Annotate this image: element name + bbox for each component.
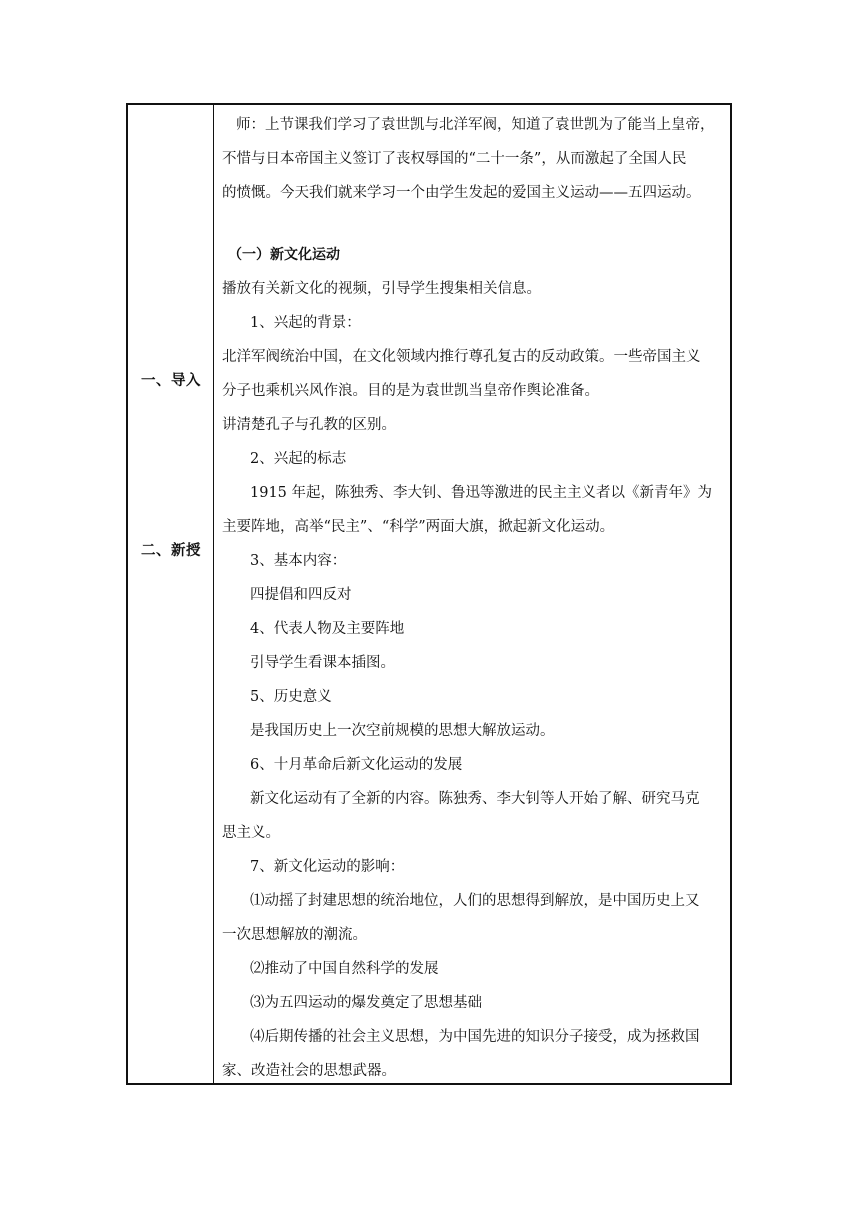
section-heading: （一）新文化运动 bbox=[228, 247, 340, 263]
intro-line: 的愤慨。今天我们就来学习一个由学生发起的爱国主义运动——五四运动。 bbox=[222, 185, 701, 201]
text-line: 家、改造社会的思想武器。 bbox=[222, 1063, 396, 1079]
text-line: 分子也乘机兴风作浪。目的是为袁世凯当皇帝作舆论准备。 bbox=[222, 383, 599, 399]
text-line: ⑶为五四运动的爆发奠定了思想基础 bbox=[250, 995, 482, 1011]
item-heading: 4、代表人物及主要阵地 bbox=[250, 621, 405, 637]
section-label-intro: 一、导入 bbox=[141, 373, 201, 389]
section-label-column bbox=[128, 105, 214, 1083]
content-column bbox=[214, 105, 730, 1083]
lesson-plan-table bbox=[126, 103, 732, 1085]
text-line: 北洋军阀统治中国，在文化领域内推行尊孔复古的反动政策。一些帝国主义 bbox=[222, 349, 701, 365]
text-line: ⑴动摇了封建思想的统治地位，人们的思想得到解放，是中国历史上又 bbox=[250, 893, 700, 909]
item-heading: 6、十月革命后新文化运动的发展 bbox=[250, 757, 463, 773]
text-line: 讲清楚孔子与孔教的区别。 bbox=[222, 417, 396, 433]
text-line: ⑵推动了中国自然科学的发展 bbox=[250, 961, 439, 977]
text-line: ⑷后期传播的社会主义思想，为中国先进的知识分子接受，成为拯救国 bbox=[250, 1029, 700, 1045]
intro-line: 不惜与日本帝国主义签订了丧权辱国的“二十一条”，从而激起了全国人民 bbox=[222, 151, 687, 167]
text-line: 播放有关新文化的视频，引导学生搜集相关信息。 bbox=[222, 281, 541, 297]
text-line: 四提倡和四反对 bbox=[250, 587, 352, 603]
item-heading: 5、历史意义 bbox=[250, 689, 332, 705]
item-heading: 7、新文化运动的影响： bbox=[250, 859, 405, 875]
text-line: 主要阵地，高举“民主”、“科学”两面大旗，掀起新文化运动。 bbox=[222, 519, 615, 535]
text-line: 思主义。 bbox=[222, 825, 280, 841]
intro-line: 师：上节课我们学习了袁世凯与北洋军阀，知道了袁世凯为了能当上皇帝， bbox=[236, 117, 715, 133]
text-line: 新文化运动有了全新的内容。陈独秀、李大钊等人开始了解、研究马克 bbox=[250, 791, 700, 807]
text-line: 一次思想解放的潮流。 bbox=[222, 927, 367, 943]
text-line: 引导学生看课本插图。 bbox=[250, 655, 395, 671]
text-line: 1915 年起，陈独秀、李大钊、鲁迅等激进的民主主义者以《新青年》为 bbox=[250, 485, 713, 501]
item-heading: 2、兴起的标志 bbox=[250, 451, 347, 467]
item-heading: 3、基本内容： bbox=[250, 553, 347, 569]
section-label-new-lesson: 二、新授 bbox=[141, 543, 201, 559]
item-heading: 1、兴起的背景： bbox=[250, 315, 361, 331]
text-line: 是我国历史上一次空前规模的思想大解放运动。 bbox=[250, 723, 555, 739]
